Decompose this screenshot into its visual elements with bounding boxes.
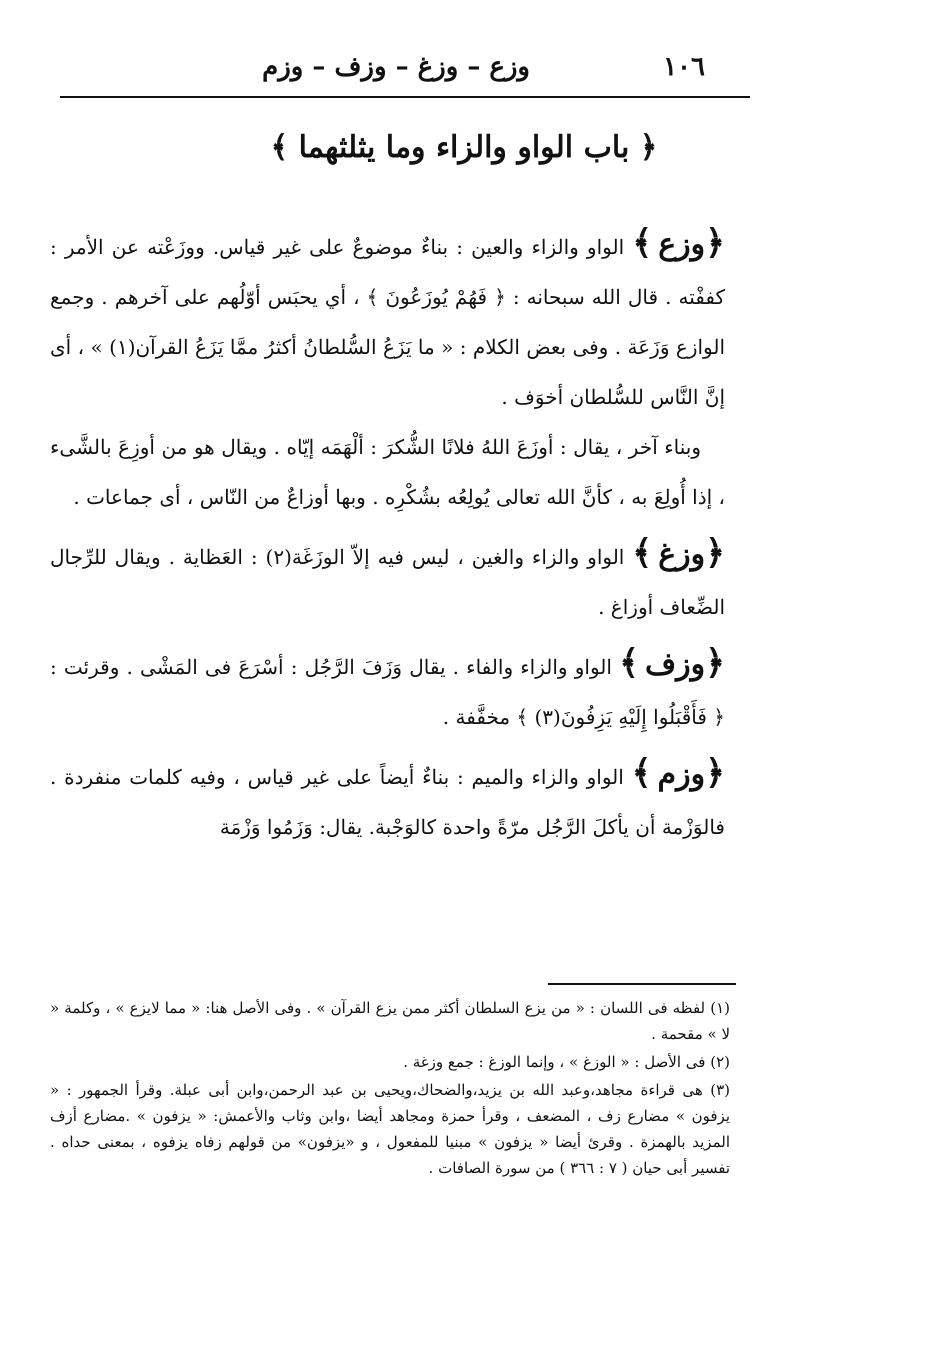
open-bracket: ﴿ <box>705 223 726 263</box>
footnotes <box>50 995 730 1183</box>
page-header <box>60 52 750 92</box>
text-line: من النّاس ، أى جماعات . <box>73 485 281 509</box>
entry-wazaf <box>50 638 725 742</box>
headword-wazaf: وزف <box>645 647 706 682</box>
text-line: ممَّا يَزَعُ القرآن(١) » ، أى إنَّ النَّاس للسُّلطان أخوَف . <box>50 335 725 409</box>
open-bracket: ﴿ <box>705 533 726 573</box>
text-line: عن الأمر : كففْته . قال الله سبحانه : ﴿ فَهُمْ يُوزَعُونَ ﴾ ، أي يحبَس أوّلُهم على <box>50 235 725 309</box>
footnote-rule <box>548 983 736 985</box>
text-line: أوزِعَ بالشَّىء ، إذا أُولِعَ به ، كأنَّ الله تعالى يُولِعُه بشُكْرِه . وبها أوزاعٌ <box>50 435 725 509</box>
running-head: وزع – وزغ – وزف – وزم <box>262 52 530 82</box>
close-bracket: ﴾ <box>632 533 653 573</box>
text-line: الواو والزاء والغين ، ليس فيه إلاّ الوزَغَة(٢) : العَظاية . <box>168 545 625 569</box>
text-line: آخرهم . وجمع الوازع وَزَعَة . وفى بعض الكلام : « ما يَزَعُ السُّلطانُ أكثرُ <box>50 285 726 359</box>
close-bracket: ﴾ <box>619 643 640 683</box>
open-bracket: ﴿ <box>705 643 726 683</box>
footnote-2: (٢) فى الأصل : « الوزغ » ، وإنما الوزغ : جمع وزغة . <box>403 1053 730 1071</box>
entry-wazagh <box>50 528 725 632</box>
page-number: ١٠٦ <box>663 52 705 82</box>
headword-wazagh: وزغ <box>658 537 706 572</box>
headword-waza: وزع <box>658 227 706 262</box>
text-line: الواو والزاء والعين : بناءٌ موضوعٌ على غير قياس. ووزَعْته <box>147 235 625 259</box>
headword-wazam: وزم <box>657 757 706 792</box>
text-line: ويقال للرِّجال الضِّعاف أوزاغ . <box>50 545 725 619</box>
entry-wazam <box>50 748 725 852</box>
open-bracket: ﴿ <box>705 753 725 793</box>
header-rule <box>60 96 750 98</box>
entry-waza <box>50 218 725 422</box>
close-bracket: ﴾ <box>631 753 652 793</box>
text-line: الواو والزاء والميم : بناءٌ أيضاً على غير قياس ، وفيه كلمات <box>129 765 624 789</box>
close-bracket: ﴾ <box>632 223 653 263</box>
footnote-3: (٣) هى قراءة مجاهد،وعبد الله بن يزيد،والضحاك،ويحيى بن عبد الرحمن،وابن أبى عبلة. وقرأ الجمهور : « يزفون » مضارع زف ، المضعف ، وقرأ حمزة ومجاهد أيضا ،وابن وثاب والأعمش: « يزفون » .مضارع أزف المزيد بالهمزة . وقرئ أيضا « يزفون » مبنيا للمفعول ، و «يزفون» من قولهم زفاه يزفوه ، بمعنى حداه . تفسير أبى حيان ( ٧ : ٣٦٦ ) من سورة الصافات . <box>50 1081 730 1177</box>
main-text <box>50 212 725 852</box>
paragraph-second-form <box>50 422 725 522</box>
text-line: وقرئت : ﴿ فَأَقْبَلُوا إِلَيْهِ يَزِفُونَ(٣) ﴾ مخفَّفة . <box>50 655 725 729</box>
footnote-1: (١) لفظه فى اللسان : « من يزع السلطان أكثر ممن يزع القرآن » . وفى الأصل هنا: « مما لايزع » ، وكلمة « لا » مقحمة . <box>50 999 730 1043</box>
text-line: وبناء آخر ، يقال : أوزَعَ اللهُ فلانًا الشُّكرَ : ألْهَمَه إيّاه . ويقال هو من <box>161 435 701 459</box>
chapter-title: ﴿ باب الواو والزاء وما يثلثهما ﴾ <box>270 130 658 165</box>
text-line: منفردة . فالوَزْمة أن يأكلَ الرَّجُل مرّةً واحدة كالوَجْبة. يقال: وَزَمُوا وَزْمَة <box>50 765 725 839</box>
text-line: الواو والزاء والفاء . يقال وَزَفَ الرَّجُل : أسْرَعَ فى المَشْى . <box>126 655 612 679</box>
